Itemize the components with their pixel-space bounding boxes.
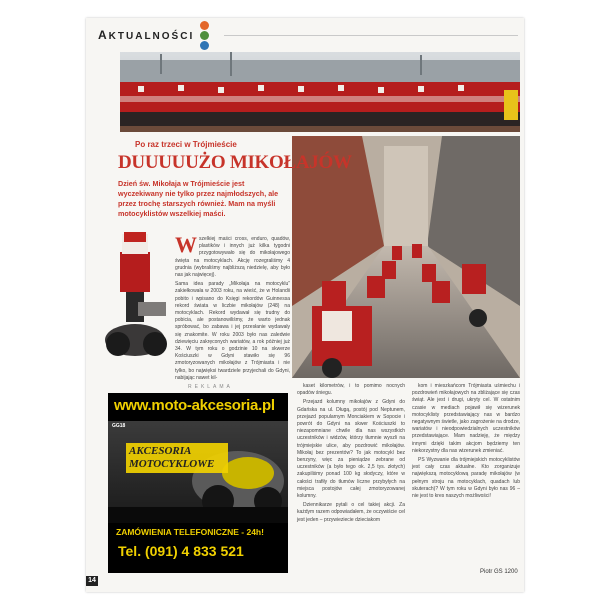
page-number: 14: [86, 576, 98, 586]
crowd-santas: [120, 82, 520, 126]
yellow-jacket: [504, 90, 518, 120]
paragraph: PS Wyzwanie dla trójmiejskich motocyklistów jest cały czas aktualne. Kto zorganizuje największą motocyklową paradę mikołajów (w pełnym stroju na motocyklach, quadach lub skuterach)? W tym roku w Gdyni było nas 96 – nie jest to kres naszych możliwości!: [412, 457, 520, 500]
group-photo: [120, 52, 520, 132]
paragraph: Dziennikarze pytali o cel takiej akcji. Za każdym razem odpowiadałem, że oczywiście cel jest jeden – przywieziecie dzieciakom: [297, 502, 405, 523]
article-lead: Dzień św. Mikołaja w Trójmieście jest wyczekiwany nie tylko przez najmłodszych, ale przez trochę starszych również. Mam na myśli motocyklistów wszelkiej maści.: [118, 179, 279, 218]
article-byline: Piotr GS 1200: [480, 569, 518, 575]
santa-rider-photo: [100, 232, 170, 362]
advertisement[interactable]: [108, 393, 288, 573]
orange-dot: [200, 21, 209, 30]
section-label-first: A: [98, 28, 109, 42]
paragraph: kom i mieszkańcom Trójmiasta uśmiechu i pozdrowień mikołajowych na zbliżające się czas świąt. Ale jest i drugi, ukryty cel. W ostatnim czasie w mediach pojawił się wizerunek motocyklisty przedstawiający nas w bardzo negatywnym świetle, jako zagrożenie na drodze, wariatów i nieodpowiedzialnych uczestników przedstawiające. Mam nadzieję, że między innymi dzięki takim akcjom będziemy ten niekorzystny dla nas wizerunek zmieniać.: [412, 383, 520, 454]
paragraph: Sama idea parady „Mikołaja na motocyklu” zakiełkowała w 2003 roku, na wieść, że w Holandii pobito i wpisano do Księgi rekordów Guinnessa rekord świata w liczbie mikołajów (248) na motocyklach. Rekord wydawał się trudny do pobicia, ale postanowiliśmy, że warto jednak spróbować, bo zabawa i jej przesłanie wydawały się znakomite. W roku 2003 było nas zaledwie dziewięciu zakręconych wariatów, a rok później już 34. W tym roku o godzinie 10 na skwerze Kościuszki w Gdyni stawiło się 96 zmotoryzowanych mikołajów z Trójmiasta i nie tylko, bo najwięksi twardziele przyjechali do Gdyni, nabijając nawet kil-: [175, 281, 290, 381]
header-rule: [224, 35, 518, 36]
article-column-2: [297, 383, 405, 526]
ad-orders-text: ZAMÓWIENIA TELEFONICZNE - 24h!: [116, 527, 264, 537]
section-label-rest: KTUALNOŚCI: [108, 31, 195, 42]
paragraph: kaset kilometrów, i to pomimo nocnych opadów śniegu.: [297, 383, 405, 397]
blue-dot: [200, 41, 209, 50]
article-column-3: [412, 383, 520, 502]
section-dots: [200, 21, 209, 50]
ad-shop-tag: GG18: [112, 423, 126, 429]
article-kicker: Po raz trzeci w Trójmieście: [135, 140, 237, 149]
green-dot: [200, 31, 209, 40]
drop-cap: W: [175, 232, 197, 257]
ship-silhouette: [120, 60, 520, 82]
paragraph: szelkiej maści cross, enduro, quadów, plastików i innych już kilka tygodni przygotowywało się do mikołajowego święta na motocyklach. Akcję rozegraliśmy 4 grudnia (wybraliśmy najbliższą niedzielę, aby było nas jak najwięcej).: [175, 236, 290, 279]
article-column-1: [175, 232, 290, 384]
ad-label: REKLAMA: [188, 384, 233, 390]
ad-shop-name: AKCESORIA MOTOCYKLOWE: [126, 443, 228, 473]
article-headline: DUUUUUŻO MIKOŁAJÓW: [118, 152, 352, 173]
ad-phone[interactable]: Tel. (091) 4 833 521: [118, 543, 244, 559]
gate-tower: [384, 146, 428, 246]
ad-url[interactable]: www.moto-akcesoria.pl: [114, 397, 275, 414]
paragraph: Przejazd kolumny mikołajów z Gdyni do Gdańska na ul. Długą, postój pod Neptunem, przejazd popularnym Monciakiem w Sopocie i powrót do Gdyni na skwer Kościuszki to niezapomniane chwile dla nas wszystkich uczestników i widzów, którzy tłumnie wyszli na trójmiejskie ulice, aby pozdrowić mikołajów. Mikołaj bez prezentów? To jak motocykl bez benzyny, więc za pieniądze zebrane od uczestników (a było tego ok. 2,5 tys. złotych) zakupiliśmy ponad 100 kg słodyczy, które w całości trafiły do tłumów liczne przybyłych na miejsca postojów całej zmotoryzowanej kolumny.: [297, 399, 405, 500]
section-label: [98, 28, 194, 42]
section-header: [98, 28, 209, 42]
